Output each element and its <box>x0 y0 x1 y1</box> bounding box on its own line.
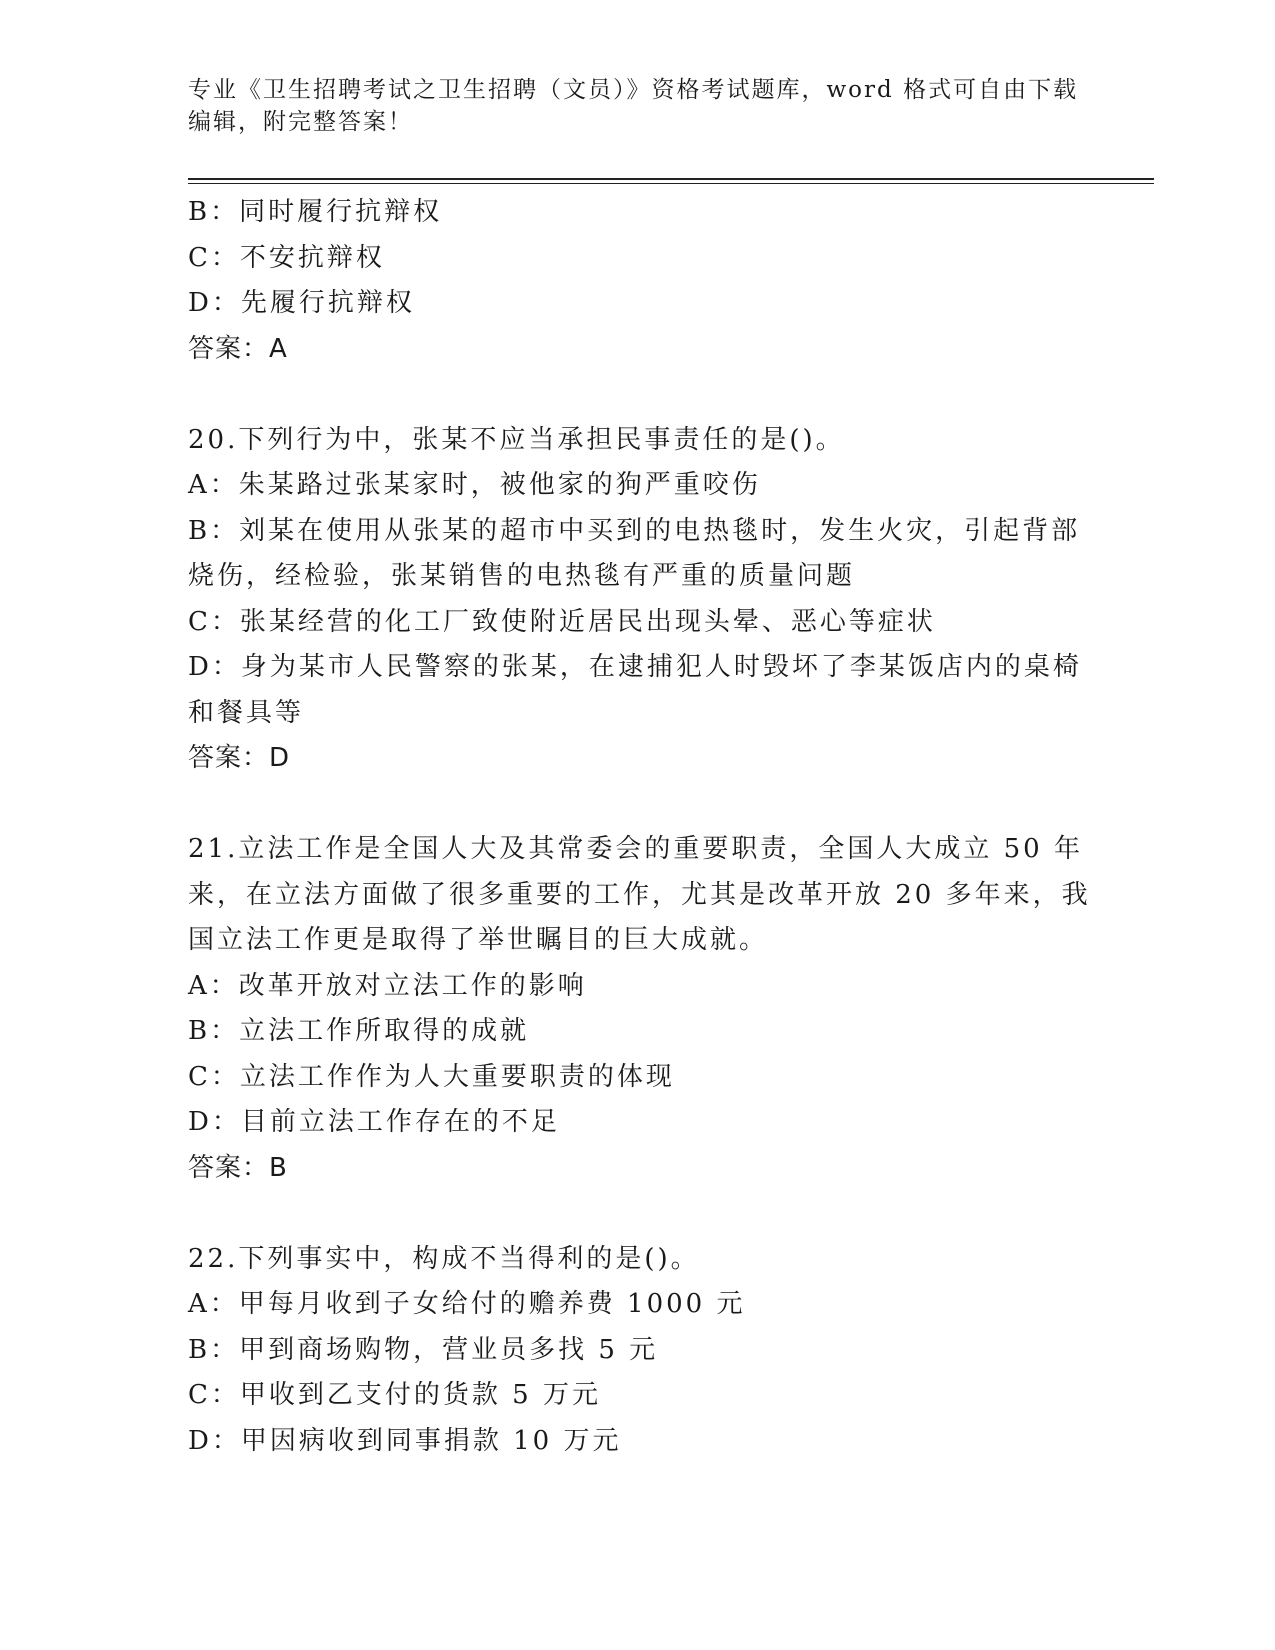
q21-option-d: D：目前立法工作存在的不足 <box>188 1107 560 1137</box>
q22-stem: 22.下列事实中，构成不当得利的是()。 <box>188 1243 700 1274</box>
document-header <box>188 74 1079 138</box>
q20-stem: 20.下列行为中，张某不应当承担民事责任的是()。 <box>188 424 845 455</box>
q21-option-a: A：改革开放对立法工作的影响 <box>188 970 587 1001</box>
q20-option-b-line-2: 烧伤，经检验，张某销售的电热毯有严重的质量问题 <box>188 561 856 591</box>
question-content <box>188 190 1091 1464</box>
q21-stem-line-2: 来，在立法方面做了很多重要的工作，尤其是改革开放 20 多年来，我 <box>188 879 1091 910</box>
q21-stem-line-1: 21.立法工作是全国人大及其常委会的重要职责，全国人大成立 50 年 <box>188 834 1083 864</box>
q22-option-b: B：甲到商场购物，营业员多找 5 元 <box>188 1334 659 1365</box>
question-20 <box>188 418 1088 782</box>
q20-option-d-line-2: 和餐具等 <box>188 697 305 728</box>
header-line-1: 专业《卫生招聘考试之卫生招聘（文员）》资格考试题库，word 格式可自由下载 <box>188 77 1079 103</box>
header-divider-thick <box>188 178 1154 180</box>
q19-option-b: B：同时履行抗辩权 <box>188 197 443 227</box>
spacer <box>188 1191 1088 1237</box>
q22-option-a: A：甲每月收到子女给付的赡养费 1000 元 <box>188 1289 746 1319</box>
q20-option-b-line-1: B：刘某在使用从张某的超市中买到的电热毯时，发生火灾，引起背部 <box>188 515 1081 546</box>
q21-stem-line-3: 国立法工作更是取得了举世瞩目的巨大成就。 <box>188 925 769 955</box>
q21-answer: 答案：B <box>188 1152 288 1183</box>
q21-option-b: B：立法工作所取得的成就 <box>188 1016 530 1046</box>
spacer <box>188 372 1088 418</box>
question-22 <box>188 1237 1088 1465</box>
header-line-2: 编辑，附完整答案！ <box>188 109 413 135</box>
spacer <box>188 782 1088 828</box>
q20-answer: 答案：D <box>188 743 291 773</box>
q22-option-d: D：甲因病收到同事捐款 10 万元 <box>188 1425 622 1456</box>
q20-option-a: A：朱某路过张某家时，被他家的狗严重咬伤 <box>188 470 761 500</box>
q19-answer: 答案：A <box>188 333 288 364</box>
q21-option-c: C：立法工作作为人大重要职责的体现 <box>188 1061 675 1092</box>
q22-option-c: C：甲收到乙支付的货款 5 万元 <box>188 1380 601 1410</box>
question-21 <box>188 827 1091 1191</box>
question-19-remainder <box>188 190 1088 372</box>
q20-option-c: C：张某经营的化工厂致使附近居民出现头晕、恶心等症状 <box>188 606 936 637</box>
q19-option-d: D：先履行抗辩权 <box>188 288 415 318</box>
q20-option-d-line-1: D：身为某市人民警察的张某，在逮捕犯人时毁坏了李某饭店内的桌椅 <box>188 652 1082 682</box>
header-divider-thin <box>188 183 1154 184</box>
q19-option-c: C：不安抗辩权 <box>188 242 385 273</box>
